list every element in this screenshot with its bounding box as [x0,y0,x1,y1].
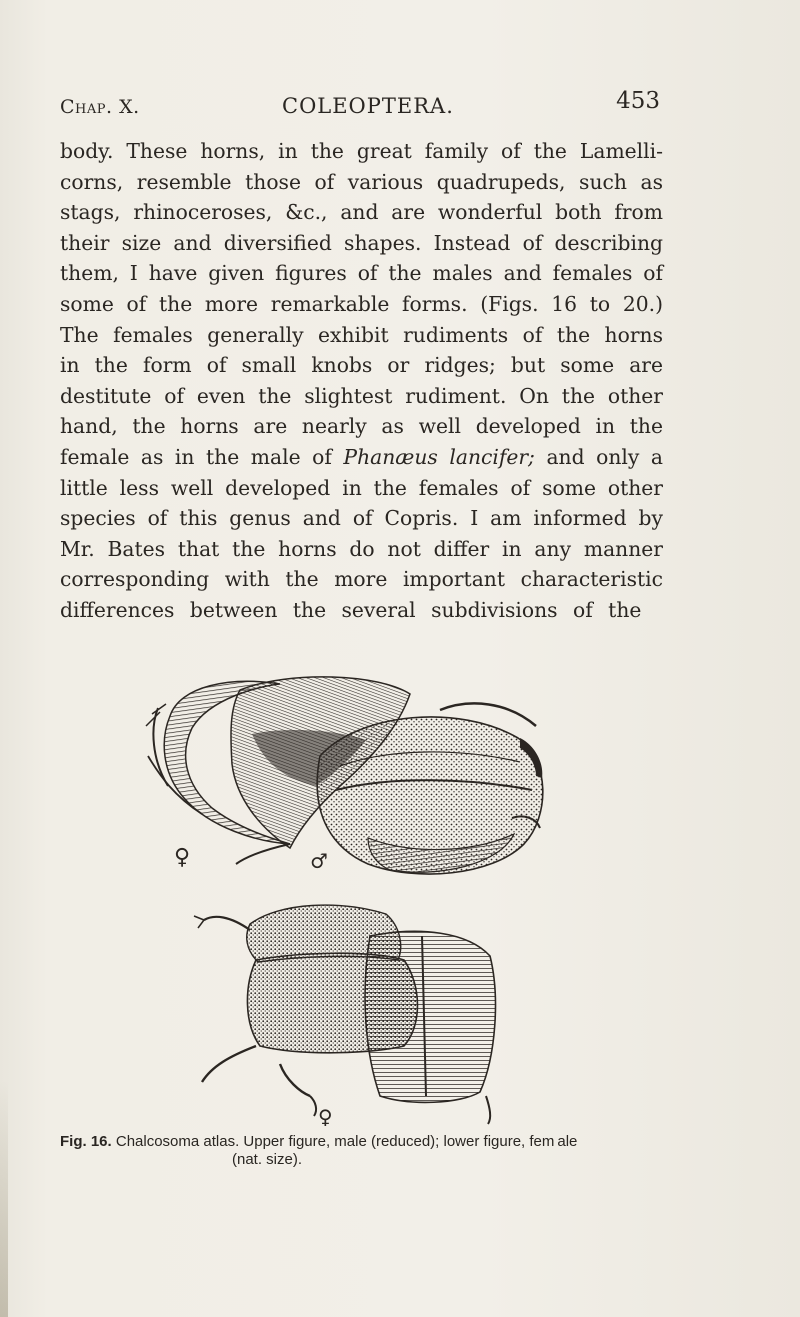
text-line: them, I have given figures of the males and females of [60,261,663,286]
text-line: The females generally exhibit rudiments of the horns [60,322,663,347]
text-line: species of this genus and of Copris. I am informed by [60,506,663,531]
caption-line-2: (nat. size). [232,1151,303,1168]
female-symbol: ♀ [318,1105,333,1126]
text-line: Mr. Bates that the horns do not differ in any manner [60,536,663,561]
text-line: hand, the horns are nearly as well developed in the [60,414,663,439]
section-title: COLEOPTERA. [282,94,454,118]
running-header [60,88,660,128]
male-beetle-illustration [140,668,570,898]
text-line: body. These horns, in the great family of the Lamelli- [60,139,663,163]
body-paragraph [60,136,663,626]
figure-label: Fig. 16. [60,1133,112,1150]
text-segment: and only a [534,444,663,469]
page-number: 453 [616,88,660,114]
female-beetle-illustration [190,896,520,1126]
text-segment: female as in the male of [60,444,344,469]
text-line: stags, rhinoceroses, &c., and are wonderful both from [60,200,663,225]
text-line: destitute of even the slightest rudiment. On the other [60,383,663,408]
text-line: corresponding with the more important characteristic [60,567,663,592]
male-symbol: ♂ [310,849,328,873]
text-line-with-species [60,442,663,473]
species-name: Phanæus lancifer; [343,444,535,469]
text-line: their size and diversified shapes. Instead of describing [60,230,663,255]
text-line: little less well developed in the females of some other [60,475,663,500]
male-symbol-left: ♀ [174,845,191,870]
text-line: some of the more remarkable forms. (Figs. 16 to 20.) [60,291,663,316]
figure-caption [60,1133,700,1169]
text-line: differences between the several subdivisions of the [60,597,642,622]
text-line: in the form of small knobs or ridges; but some are [60,353,663,378]
chapter-label: Chap. X. [60,96,140,118]
page-edge-shadow [0,1080,8,1317]
caption-text: Chalcosoma atlas. Upper figure, male (reduced); lower figure, fem alе [115,1133,578,1150]
text-line: corns, resemble those of various quadrupeds, such as [60,169,663,194]
